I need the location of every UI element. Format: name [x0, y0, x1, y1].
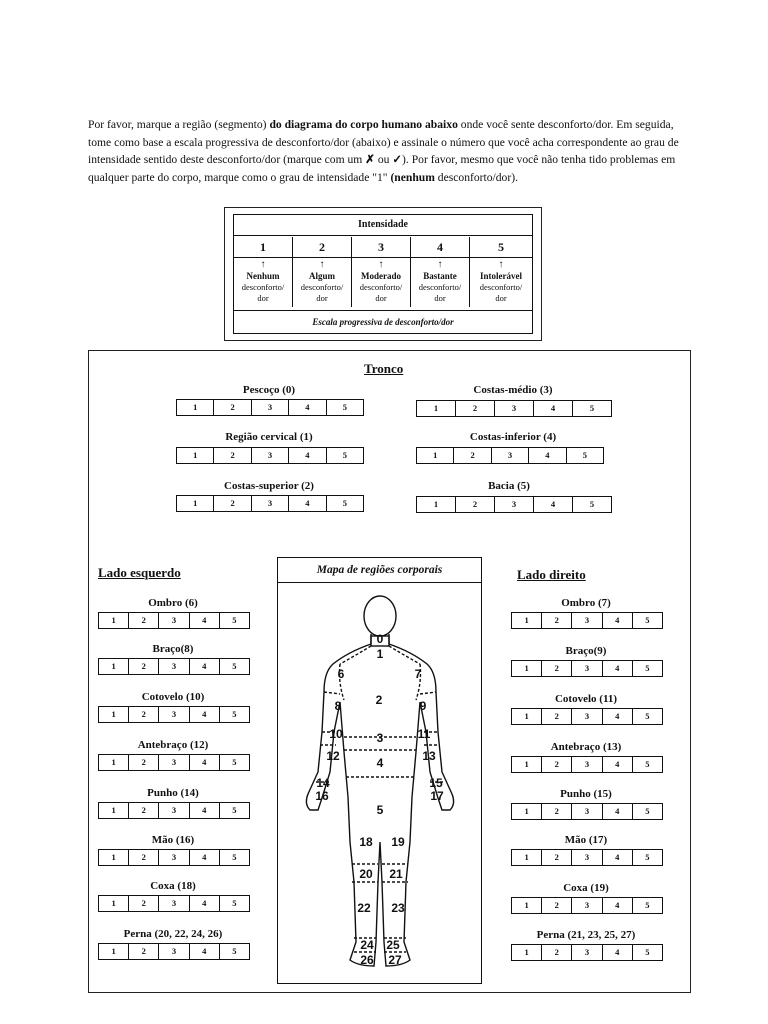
- arrow-up-icon: ↑: [260, 259, 266, 270]
- scale-option-4[interactable]: 4: [190, 613, 220, 628]
- scale-option-3[interactable]: 3: [159, 803, 189, 818]
- scale-option-2[interactable]: 2: [214, 400, 251, 415]
- right-item-label: Coxa (19): [563, 882, 609, 894]
- scale-option-3[interactable]: 3: [572, 757, 602, 772]
- scale-option-4[interactable]: 4: [603, 757, 633, 772]
- scale-row[interactable]: [176, 447, 364, 464]
- right-item-label: Punho (15): [560, 788, 612, 800]
- scale-option-3[interactable]: 3: [572, 709, 602, 724]
- scale-option-3[interactable]: 3: [495, 401, 534, 416]
- arrow-up-icon: ↑: [319, 259, 325, 270]
- scale-row[interactable]: [511, 803, 663, 820]
- right-item-label: Cotovelo (11): [554, 693, 617, 705]
- head-outline: [364, 596, 396, 636]
- tronco-item-label: Região cervical (1): [225, 431, 313, 443]
- region-label-8[interactable]: 8: [334, 699, 342, 713]
- legend-level-4: 4 ↑ Bastante desconforto/ dor: [411, 237, 470, 307]
- region-label-14[interactable]: 14: [316, 776, 330, 790]
- scale-option-1[interactable]: 1: [99, 659, 129, 674]
- arrow-up-icon: ↑: [498, 259, 504, 270]
- scale-option-5[interactable]: 5: [645, 806, 650, 816]
- scale-option-5[interactable]: 5: [589, 499, 595, 509]
- tronco-heading: Tronco: [364, 361, 404, 376]
- scale-option-5[interactable]: 5: [342, 450, 347, 460]
- scale-option-1[interactable]: 1: [177, 448, 214, 463]
- scale-option-5[interactable]: 5: [645, 663, 650, 673]
- body-map-title: Mapa de regiões corporais: [278, 558, 481, 583]
- region-label-22[interactable]: 22: [357, 901, 371, 915]
- scale-option-1[interactable]: 1: [99, 896, 129, 911]
- scale-option-4[interactable]: 4: [190, 944, 220, 959]
- scale-option-3[interactable]: 3: [159, 944, 189, 959]
- scale-option-5[interactable]: 5: [582, 450, 587, 460]
- legend-level-3: 3 ↑ Moderado desconforto/ dor: [352, 237, 411, 307]
- left-item-label: Coxa (18): [150, 880, 196, 892]
- scale-row[interactable]: [416, 447, 604, 464]
- left-item-label: Punho (14): [147, 787, 199, 799]
- scale-option-3[interactable]: 3: [495, 497, 534, 512]
- scale-option-2[interactable]: 2: [454, 448, 491, 463]
- scale-option-2[interactable]: 2: [129, 944, 159, 959]
- scale-option-2[interactable]: 2: [542, 898, 572, 913]
- scale-option-4[interactable]: 4: [190, 896, 220, 911]
- scale-option-2[interactable]: 2: [129, 803, 159, 818]
- scale-row[interactable]: [416, 400, 612, 417]
- scale-row[interactable]: [98, 754, 250, 771]
- scale-option-3[interactable]: 3: [159, 613, 189, 628]
- scale-option-4[interactable]: 4: [603, 898, 633, 913]
- scale-option-4[interactable]: 4: [603, 613, 633, 628]
- left-side-heading: Lado esquerdo: [98, 565, 181, 580]
- region-label-9[interactable]: 9: [419, 699, 427, 713]
- region-label-6[interactable]: 6: [337, 667, 345, 681]
- scale-option-4[interactable]: 4: [603, 850, 633, 865]
- scale-option-5[interactable]: 5: [645, 947, 650, 957]
- scale-option-3[interactable]: 3: [252, 448, 289, 463]
- region-label-27[interactable]: 27: [388, 953, 402, 967]
- scale-option-5[interactable]: 5: [232, 661, 237, 671]
- scale-option-3[interactable]: 3: [159, 850, 189, 865]
- scale-option-1[interactable]: 1: [512, 613, 542, 628]
- tronco-item-label: Costas-médio (3): [473, 384, 553, 396]
- scale-option-2[interactable]: 2: [542, 850, 572, 865]
- left-item-label: Ombro (6): [148, 597, 198, 609]
- legend-level-1: 1 ↑ Nenhum desconforto/ dor: [234, 237, 293, 307]
- left-item-label: Antebraço (12): [137, 739, 209, 751]
- arrow-up-icon: ↑: [437, 259, 443, 270]
- right-item-label: Ombro (7): [561, 597, 611, 609]
- scale-option-4[interactable]: 4: [289, 448, 326, 463]
- region-labels: [315, 632, 444, 967]
- scale-option-1[interactable]: 1: [177, 400, 214, 415]
- scale-row[interactable]: [98, 849, 250, 866]
- scale-option-3[interactable]: 3: [572, 613, 602, 628]
- region-label-4[interactable]: 4: [376, 756, 384, 770]
- region-label-12[interactable]: 12: [326, 749, 340, 763]
- scale-option-2[interactable]: 2: [214, 496, 251, 511]
- region-label-3[interactable]: 3: [376, 731, 384, 745]
- scale-option-5[interactable]: 5: [232, 852, 237, 862]
- scale-option-4[interactable]: 4: [603, 661, 633, 676]
- scale-option-1[interactable]: 1: [177, 496, 214, 511]
- scale-option-4[interactable]: 4: [289, 400, 326, 415]
- scale-option-2[interactable]: 2: [129, 613, 159, 628]
- scale-option-1[interactable]: 1: [99, 944, 129, 959]
- scale-option-3[interactable]: 3: [252, 496, 289, 511]
- checkmark-icon: ✓: [392, 153, 403, 167]
- scale-option-5[interactable]: 5: [232, 946, 237, 956]
- scale-row[interactable]: [176, 399, 364, 416]
- scale-option-2[interactable]: 2: [129, 755, 159, 770]
- region-label-18[interactable]: 18: [359, 835, 373, 849]
- scale-row[interactable]: [176, 495, 364, 512]
- scale-option-2[interactable]: 2: [542, 804, 572, 819]
- region-label-24[interactable]: 24: [360, 938, 374, 952]
- scale-option-4[interactable]: 4: [534, 497, 573, 512]
- scale-row[interactable]: [416, 496, 612, 513]
- region-label-7[interactable]: 7: [414, 667, 422, 681]
- scale-option-5[interactable]: 5: [589, 403, 595, 413]
- legend-level-2: 2 ↑ Algum desconforto/ dor: [293, 237, 352, 307]
- scale-row[interactable]: [511, 612, 663, 629]
- region-label-2[interactable]: 2: [375, 693, 383, 707]
- scale-option-5[interactable]: 5: [645, 615, 650, 625]
- region-label-25[interactable]: 25: [386, 938, 400, 952]
- legend-title: Intensidade: [234, 215, 532, 236]
- scale-option-5[interactable]: 5: [645, 852, 650, 862]
- scale-option-3[interactable]: 3: [252, 400, 289, 415]
- region-label-26[interactable]: 26: [360, 953, 374, 967]
- scale-option-1[interactable]: 1: [512, 898, 542, 913]
- scale-option-4[interactable]: 4: [190, 707, 220, 722]
- scale-option-4[interactable]: 4: [529, 448, 566, 463]
- scale-option-2[interactable]: 2: [542, 661, 572, 676]
- scale-option-4[interactable]: 4: [190, 755, 220, 770]
- instructions-text: Por favor, marque a região (segmento) do diagrama do corpo humano abaixo onde você sente desconforto/dor. Em seguida, tome como base a escala progressiva de desconforto/dor (abaixo) e assinale o número que você acha correspondente ao grau de intensidade sentido deste desconforto/dor (marque com um ✗ ou ✓). Por favor, mesmo que você não tenha tido problemas em qualquer parte do corpo, marque como o grau de intensidade "1" (nenhum desconforto/dor).: [88, 118, 679, 184]
- legend-footer: Escala progressiva de desconforto/dor: [234, 310, 532, 333]
- region-label-21[interactable]: 21: [389, 867, 403, 881]
- scale-option-1[interactable]: 1: [512, 945, 542, 960]
- scale-row[interactable]: [98, 658, 250, 675]
- scale-row[interactable]: [511, 756, 663, 773]
- right-item-label: Braço(9): [565, 645, 607, 657]
- scale-option-3[interactable]: 3: [159, 707, 189, 722]
- scale-option-5[interactable]: 5: [342, 402, 347, 412]
- right-item-label: Mão (17): [564, 834, 608, 846]
- intensity-legend: [224, 207, 542, 341]
- scale-option-5[interactable]: 5: [232, 805, 237, 815]
- tronco-item-label: Costas-superior (2): [224, 480, 314, 492]
- scale-option-4[interactable]: 4: [289, 496, 326, 511]
- scale-option-1[interactable]: 1: [99, 755, 129, 770]
- scale-option-3[interactable]: 3: [492, 448, 529, 463]
- region-label-10[interactable]: 10: [329, 727, 343, 741]
- scale-option-3[interactable]: 3: [572, 804, 602, 819]
- scale-row[interactable]: [98, 706, 250, 723]
- scale-option-2[interactable]: 2: [542, 945, 572, 960]
- scale-option-1[interactable]: 1: [99, 850, 129, 865]
- left-item-label: Braço(8): [152, 643, 194, 655]
- scale-option-3[interactable]: 3: [572, 661, 602, 676]
- scale-option-3[interactable]: 3: [572, 850, 602, 865]
- right-item-label: Perna (21, 23, 25, 27): [536, 929, 636, 941]
- scale-option-2[interactable]: 2: [129, 850, 159, 865]
- scale-option-4[interactable]: 4: [603, 709, 633, 724]
- scale-row[interactable]: [511, 897, 663, 914]
- scale-option-2[interactable]: 2: [456, 401, 495, 416]
- region-label-13[interactable]: 13: [422, 749, 436, 763]
- left-item-label: Cotovelo (10): [141, 691, 205, 703]
- scale-option-2[interactable]: 2: [542, 757, 572, 772]
- scale-option-4[interactable]: 4: [603, 945, 633, 960]
- scale-option-5[interactable]: 5: [342, 498, 347, 508]
- region-label-16[interactable]: 16: [315, 789, 329, 803]
- right-side-heading: Lado direito: [517, 567, 586, 582]
- scale-option-1[interactable]: 1: [417, 401, 456, 416]
- scale-row[interactable]: [98, 802, 250, 819]
- scale-row[interactable]: [511, 944, 663, 961]
- scale-row[interactable]: [511, 708, 663, 725]
- scale-option-2[interactable]: 2: [214, 448, 251, 463]
- scale-option-2[interactable]: 2: [129, 707, 159, 722]
- scale-row[interactable]: [511, 660, 663, 677]
- scale-option-5[interactable]: 5: [232, 709, 237, 719]
- legend-level-5: 5 ↑ Intolerável desconforto/ dor: [470, 237, 532, 307]
- scale-option-2[interactable]: 2: [542, 709, 572, 724]
- region-label-5[interactable]: 5: [376, 803, 384, 817]
- tronco-item-label: Costas-inferior (4): [469, 431, 557, 443]
- x-mark-icon: ✗: [365, 153, 375, 167]
- region-label-20[interactable]: 20: [359, 867, 373, 881]
- scale-option-1[interactable]: 1: [417, 497, 456, 512]
- region-label-19[interactable]: 19: [391, 835, 405, 849]
- left-item-label: Perna (20, 22, 24, 26): [123, 928, 223, 940]
- scale-option-4[interactable]: 4: [534, 401, 573, 416]
- scale-option-5[interactable]: 5: [645, 711, 650, 721]
- scale-option-1[interactable]: 1: [99, 613, 129, 628]
- region-label-23[interactable]: 23: [391, 901, 405, 915]
- region-label-0[interactable]: 0: [376, 632, 384, 646]
- scale-row[interactable]: [98, 895, 250, 912]
- scale-option-5[interactable]: 5: [645, 900, 650, 910]
- tronco-item-label: Bacia (5): [488, 480, 530, 492]
- body-map-panel: [277, 557, 482, 984]
- scale-row[interactable]: [511, 849, 663, 866]
- scale-option-2[interactable]: 2: [129, 659, 159, 674]
- arrow-up-icon: ↑: [378, 259, 384, 270]
- scale-option-5[interactable]: 5: [232, 757, 237, 767]
- scale-option-1[interactable]: 1: [417, 448, 454, 463]
- region-label-17[interactable]: 17: [430, 789, 444, 803]
- scale-option-1[interactable]: 1: [512, 709, 542, 724]
- scale-option-4[interactable]: 4: [190, 850, 220, 865]
- region-label-11[interactable]: 11: [417, 727, 431, 741]
- body-diagram[interactable]: [278, 582, 481, 982]
- scale-option-1[interactable]: 1: [99, 803, 129, 818]
- scale-option-1[interactable]: 1: [512, 804, 542, 819]
- left-item-label: Mão (16): [151, 834, 195, 846]
- scale-option-1[interactable]: 1: [99, 707, 129, 722]
- scale-row[interactable]: [98, 943, 250, 960]
- right-item-label: Antebraço (13): [550, 741, 622, 753]
- scale-option-3[interactable]: 3: [159, 896, 189, 911]
- scale-option-2[interactable]: 2: [129, 896, 159, 911]
- scale-option-1[interactable]: 1: [512, 661, 542, 676]
- scale-option-2[interactable]: 2: [456, 497, 495, 512]
- scale-option-3[interactable]: 3: [159, 659, 189, 674]
- tronco-item-label: Pescoço (0): [242, 384, 296, 396]
- scale-option-1[interactable]: 1: [512, 757, 542, 772]
- scale-option-5[interactable]: 5: [645, 759, 650, 769]
- scale-option-5[interactable]: 5: [232, 615, 237, 625]
- scale-option-4[interactable]: 4: [190, 659, 220, 674]
- scale-option-5[interactable]: 5: [232, 898, 237, 908]
- scale-row[interactable]: [98, 612, 250, 629]
- region-label-15[interactable]: 15: [429, 776, 443, 790]
- scale-option-4[interactable]: 4: [603, 804, 633, 819]
- scale-option-2[interactable]: 2: [542, 613, 572, 628]
- scale-option-3[interactable]: 3: [572, 945, 602, 960]
- scale-option-1[interactable]: 1: [512, 850, 542, 865]
- scale-option-4[interactable]: 4: [190, 803, 220, 818]
- scale-option-3[interactable]: 3: [159, 755, 189, 770]
- region-label-1[interactable]: 1: [376, 647, 384, 661]
- scale-option-3[interactable]: 3: [572, 898, 602, 913]
